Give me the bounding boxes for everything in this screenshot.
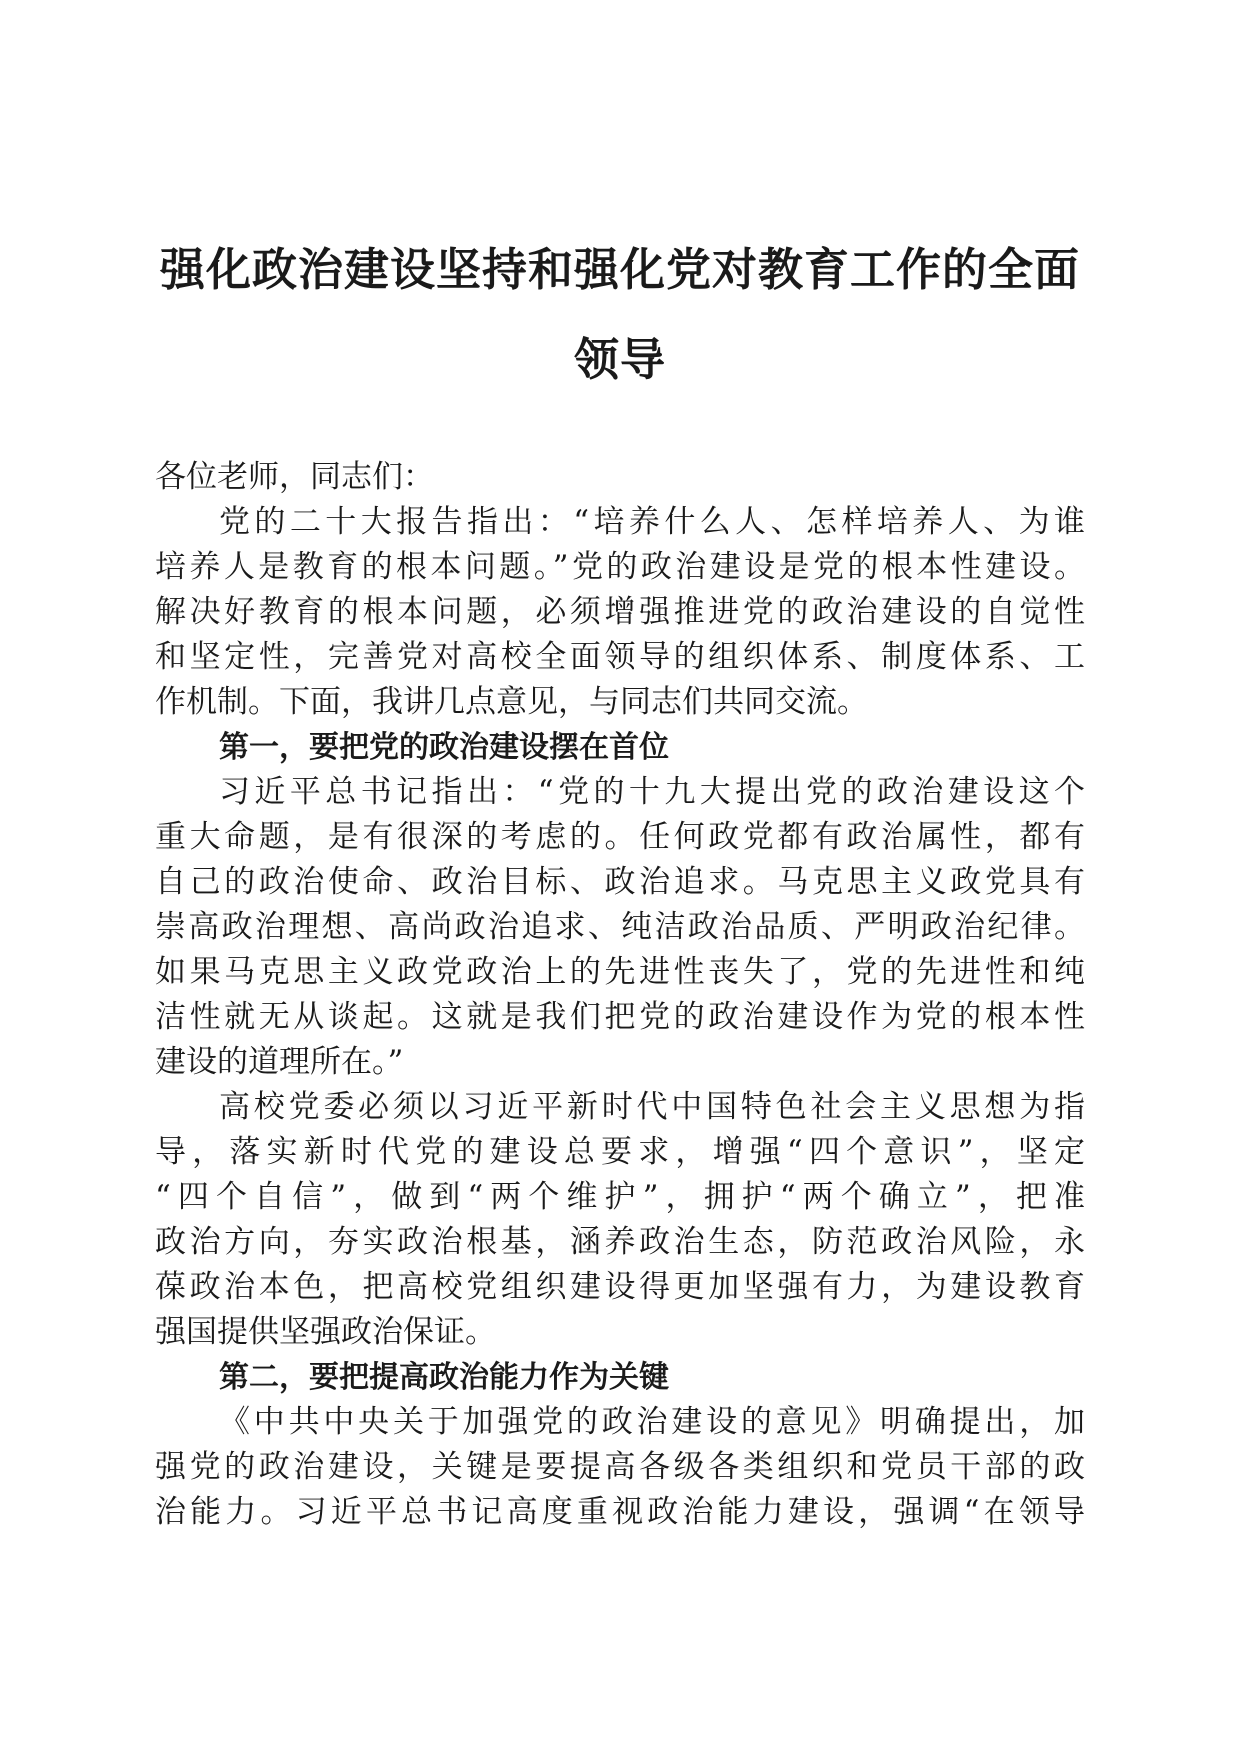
paragraph — [155, 1085, 1085, 1355]
paragraph — [155, 500, 1085, 725]
paragraph-line: 强党的政治建设，关键是要提高各级各类组织和党员干部的政 — [155, 1449, 1085, 1485]
paragraph-line: 自己的政治使命、政治目标、政治追求。马克思主义政党具有 — [155, 864, 1085, 900]
paragraph-line: 解决好教育的根本问题，必须增强推进党的政治建设的自觉性 — [155, 594, 1085, 630]
paragraph-line: 崇高政治理想、高尚政治追求、纯洁政治品质、严明政治纪律。 — [155, 909, 1085, 945]
paragraph-line: 培养人是教育的根本问题。”党的政治建设是党的根本性建设。 — [155, 549, 1085, 585]
paragraph — [155, 770, 1085, 1085]
paragraph-line: 导，落实新时代党的建设总要求，增强“四个意识”，坚定 — [155, 1134, 1085, 1170]
paragraph-line: “四个自信”，做到“两个维护”，拥护“两个确立”，把准 — [155, 1179, 1085, 1215]
paragraph-line: 政治方向，夯实政治根基，涵养政治生态，防范政治风险，永 — [155, 1224, 1085, 1260]
paragraph-line: 洁性就无从谈起。这就是我们把党的政治建设作为党的根本性 — [155, 999, 1085, 1035]
paragraph-line: 高校党委必须以习近平新时代中国特色社会主义思想为指 — [219, 1089, 1085, 1125]
title-line: 强化政治建设坚持和强化党对教育工作的全面 — [159, 243, 1080, 296]
salutation: 各位老师，同志们： — [155, 459, 434, 495]
paragraph-line: 习近平总书记指出：“党的十九大提出党的政治建设这个 — [219, 774, 1085, 810]
paragraph — [155, 1400, 1085, 1535]
title-line: 领导 — [573, 333, 666, 386]
paragraph-line: 党的二十大报告指出：“培养什么人、怎样培养人、为谁 — [219, 504, 1085, 540]
paragraph-line: 如果马克思主义政党政治上的先进性丧失了，党的先进性和纯 — [155, 954, 1085, 990]
paragraph-line: 和坚定性，完善党对高校全面领导的组织体系、制度体系、工 — [155, 639, 1085, 675]
paragraph-line: 强国提供坚强政治保证。 — [155, 1314, 496, 1350]
document-title — [155, 225, 1085, 405]
paragraph-line: 建设的道理所在。” — [155, 1044, 404, 1080]
paragraph-line: 葆政治本色，把高校党组织建设得更加坚强有力，为建设教育 — [155, 1269, 1085, 1305]
section-heading: 第一，要把党的政治建设摆在首位 — [219, 730, 669, 765]
paragraph-line: 治能力。习近平总书记高度重视政治能力建设，强调“在领导 — [155, 1494, 1085, 1530]
paragraph-line: 作机制。下面，我讲几点意见，与同志们共同交流。 — [155, 684, 868, 720]
document-body — [155, 455, 1085, 1535]
paragraph-line: 《中共中央关于加强党的政治建设的意见》明确提出，加 — [219, 1404, 1085, 1440]
paragraph-line: 重大命题，是有很深的考虑的。任何政党都有政治属性，都有 — [155, 819, 1085, 855]
section-heading: 第二，要把提高政治能力作为关键 — [219, 1360, 669, 1395]
